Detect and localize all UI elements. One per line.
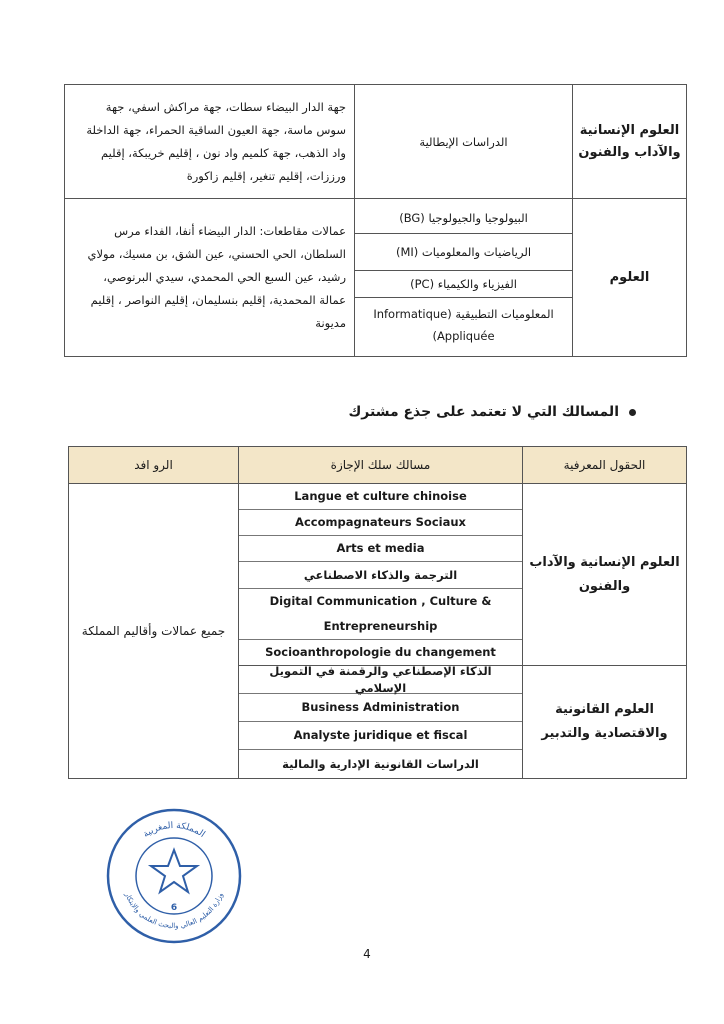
table-row (65, 199, 687, 357)
table-row (69, 484, 687, 666)
table-2 (68, 446, 687, 779)
regions-cell: جميع عمالات وأقاليم المملكة (69, 484, 239, 779)
field-cell: العلوم الإنسانية والآداب والفنون (573, 85, 687, 199)
program-item: Digital Communication , Culture & Entrepreneurship (239, 589, 522, 640)
program-item: Arts et media (239, 536, 522, 562)
programs-cell (239, 484, 523, 666)
specialty-item: الرياضيات والمعلوميات (MI) (355, 234, 572, 271)
table-row (65, 85, 687, 199)
regions-cell: عمالات مقاطعات: الدار البيضاء أنفا، الفداء مرس السلطان، الحي الحسني، عين الشق، بن مسيك، مولاي رشيد، عين السبع الحي المحمدي، سيدي البرنوصي، عمالة المحمدية، إقليم بنسليمان، إقليم النواصر ، إقليم مديونة (65, 199, 355, 357)
field-cell: العلوم الإنسانية والآداب والفنون (523, 484, 687, 666)
page-number: 4 (363, 947, 371, 961)
header-regions: الرو افد (69, 447, 239, 484)
header-programs: مسالك سلك الإجازة (239, 447, 523, 484)
bullet-icon (629, 409, 636, 416)
program-item: Accompagnateurs Sociaux (239, 510, 522, 536)
program-item: الدراسات القانونية الإدارية والمالية (282, 756, 479, 771)
seal-number: 6 (170, 903, 178, 913)
header-field: الحقول المعرفية (523, 447, 687, 484)
field-cell: العلوم (573, 199, 687, 357)
program-item: الترجمة والذكاء الاصطناعي (239, 562, 522, 589)
program-item: Analyste juridique et fiscal (239, 722, 522, 750)
program-item: Business Administration (239, 694, 522, 722)
programs-cell (239, 663, 523, 779)
program-item: Langue et culture chinoise (239, 484, 522, 510)
program-item: Socioanthropologie du changement (265, 645, 496, 659)
specialty-item: المعلوميات التطبيقية (Informatique Appliquée) (373, 307, 554, 343)
program-item: الذكاء الإصطناعي والرقمنة في التمويل الإسلامي (239, 666, 522, 694)
specialty-cell (355, 199, 573, 357)
specialty-cell: الدراسات الإيطالية (355, 85, 573, 199)
section-heading-text: المسالك التي لا تعتمد على جذع مشترك (348, 404, 619, 420)
seal-text-bottom: وزارة التعليم العالي والبحث العلمي والابتكار (123, 891, 225, 931)
seal-text-top: المملكة المغربية (141, 820, 207, 840)
field-cell: العلوم القانونية والاقتصادية والتدبير (523, 666, 687, 779)
specialty-item: الفيزياء والكيمياء (PC) (355, 271, 572, 298)
section-heading (348, 404, 636, 420)
star-icon (151, 850, 197, 892)
table-1 (64, 84, 687, 357)
ministry-seal (104, 806, 244, 946)
regions-cell: جهة الدار البيضاء سطات، جهة مراكش اسفي، جهة سوس ماسة، جهة العيون الساقية الحمراء، جهة الداخلة واد الذهب، جهة كلميم واد نون ، إقليم خريبكة، إقليم ورززات، إقليم تنغير، إقليم زاكورة (65, 85, 355, 199)
table-header-row (69, 447, 687, 484)
specialty-item: البيولوجيا والجيولوجيا (BG) (355, 203, 572, 234)
